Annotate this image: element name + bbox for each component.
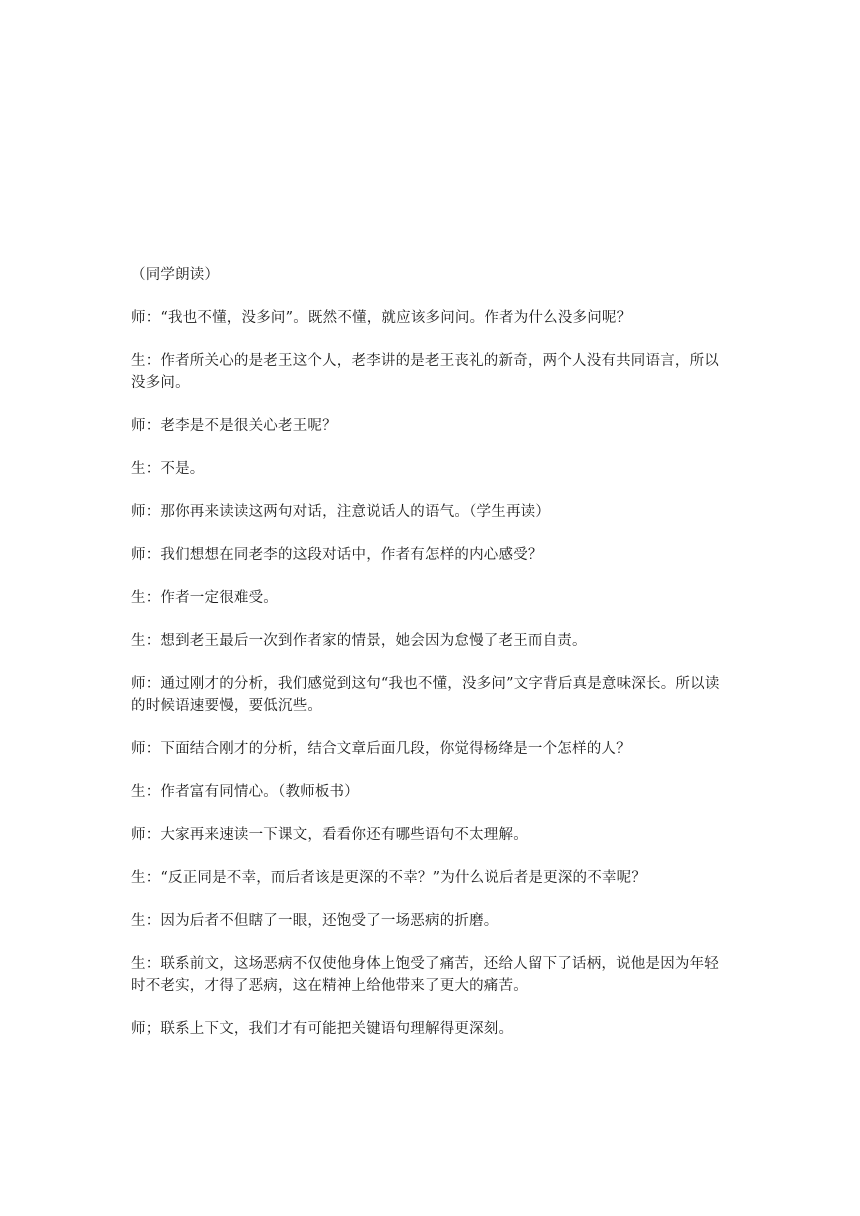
paragraph-teacher: 师：我们想想在同老李的这段对话中，作者有怎样的内心感受？: [131, 547, 543, 563]
paragraph-teacher: 师：那你再来读读这两句对话，注意说话人的语气。（学生再读）: [131, 504, 551, 520]
paragraph-teacher: 师：“我也不懂，没多问”。既然不懂，就应该多问问。作者为什么没多问呢？: [131, 310, 632, 326]
paragraph-student: 生：联系前文，这场恶病不仅使他身体上饱受了痛苦，还给人留下了话柄，说他是因为年轻时不老实，才得了恶病，这在精神上给他带来了更大的痛苦。: [131, 956, 719, 994]
paragraph-student: 生：想到老王最后一次到作者家的情景，她会因为怠慢了老王而自责。: [131, 633, 587, 649]
paragraph-stage-direction: （同学朗读）: [131, 267, 220, 283]
paragraph-teacher: 师：老李是不是很关心老王呢？: [131, 418, 337, 434]
paragraph-teacher: 师：通过刚才的分析，我们感觉到这句“我也不懂，没多问”文字背后真是意味深长。所以读的时候语速要慢，要低沉些。: [131, 676, 720, 714]
paragraph-student: 生：不是。: [131, 461, 205, 477]
paragraph-teacher: 师；联系上下文，我们才有可能把关键语句理解得更深刻。: [131, 1021, 514, 1037]
paragraph-student: 生：因为后者不但瞎了一眼，还饱受了一场恶病的折磨。: [131, 913, 499, 929]
paragraph-student: 生：作者一定很难受。: [131, 590, 278, 606]
paragraph-student: 生：作者所关心的是老王这个人，老李讲的是老王丧礼的新奇，两个人没有共同语言，所以没多问。: [131, 353, 719, 391]
dialogue-transcript: [131, 264, 731, 1061]
paragraph-teacher: 师：大家再来速读一下课文，看看你还有哪些语句不太理解。: [131, 827, 528, 843]
paragraph-student: 生：作者富有同情心。（教师板书）: [131, 784, 359, 800]
paragraph-student: 生：“反正同是不幸，而后者该是更深的不幸？”为什么说后者是更深的不幸呢？: [131, 870, 647, 886]
paragraph-teacher: 师：下面结合刚才的分析，结合文章后面几段，你觉得杨绛是一个怎样的人？: [131, 741, 631, 757]
